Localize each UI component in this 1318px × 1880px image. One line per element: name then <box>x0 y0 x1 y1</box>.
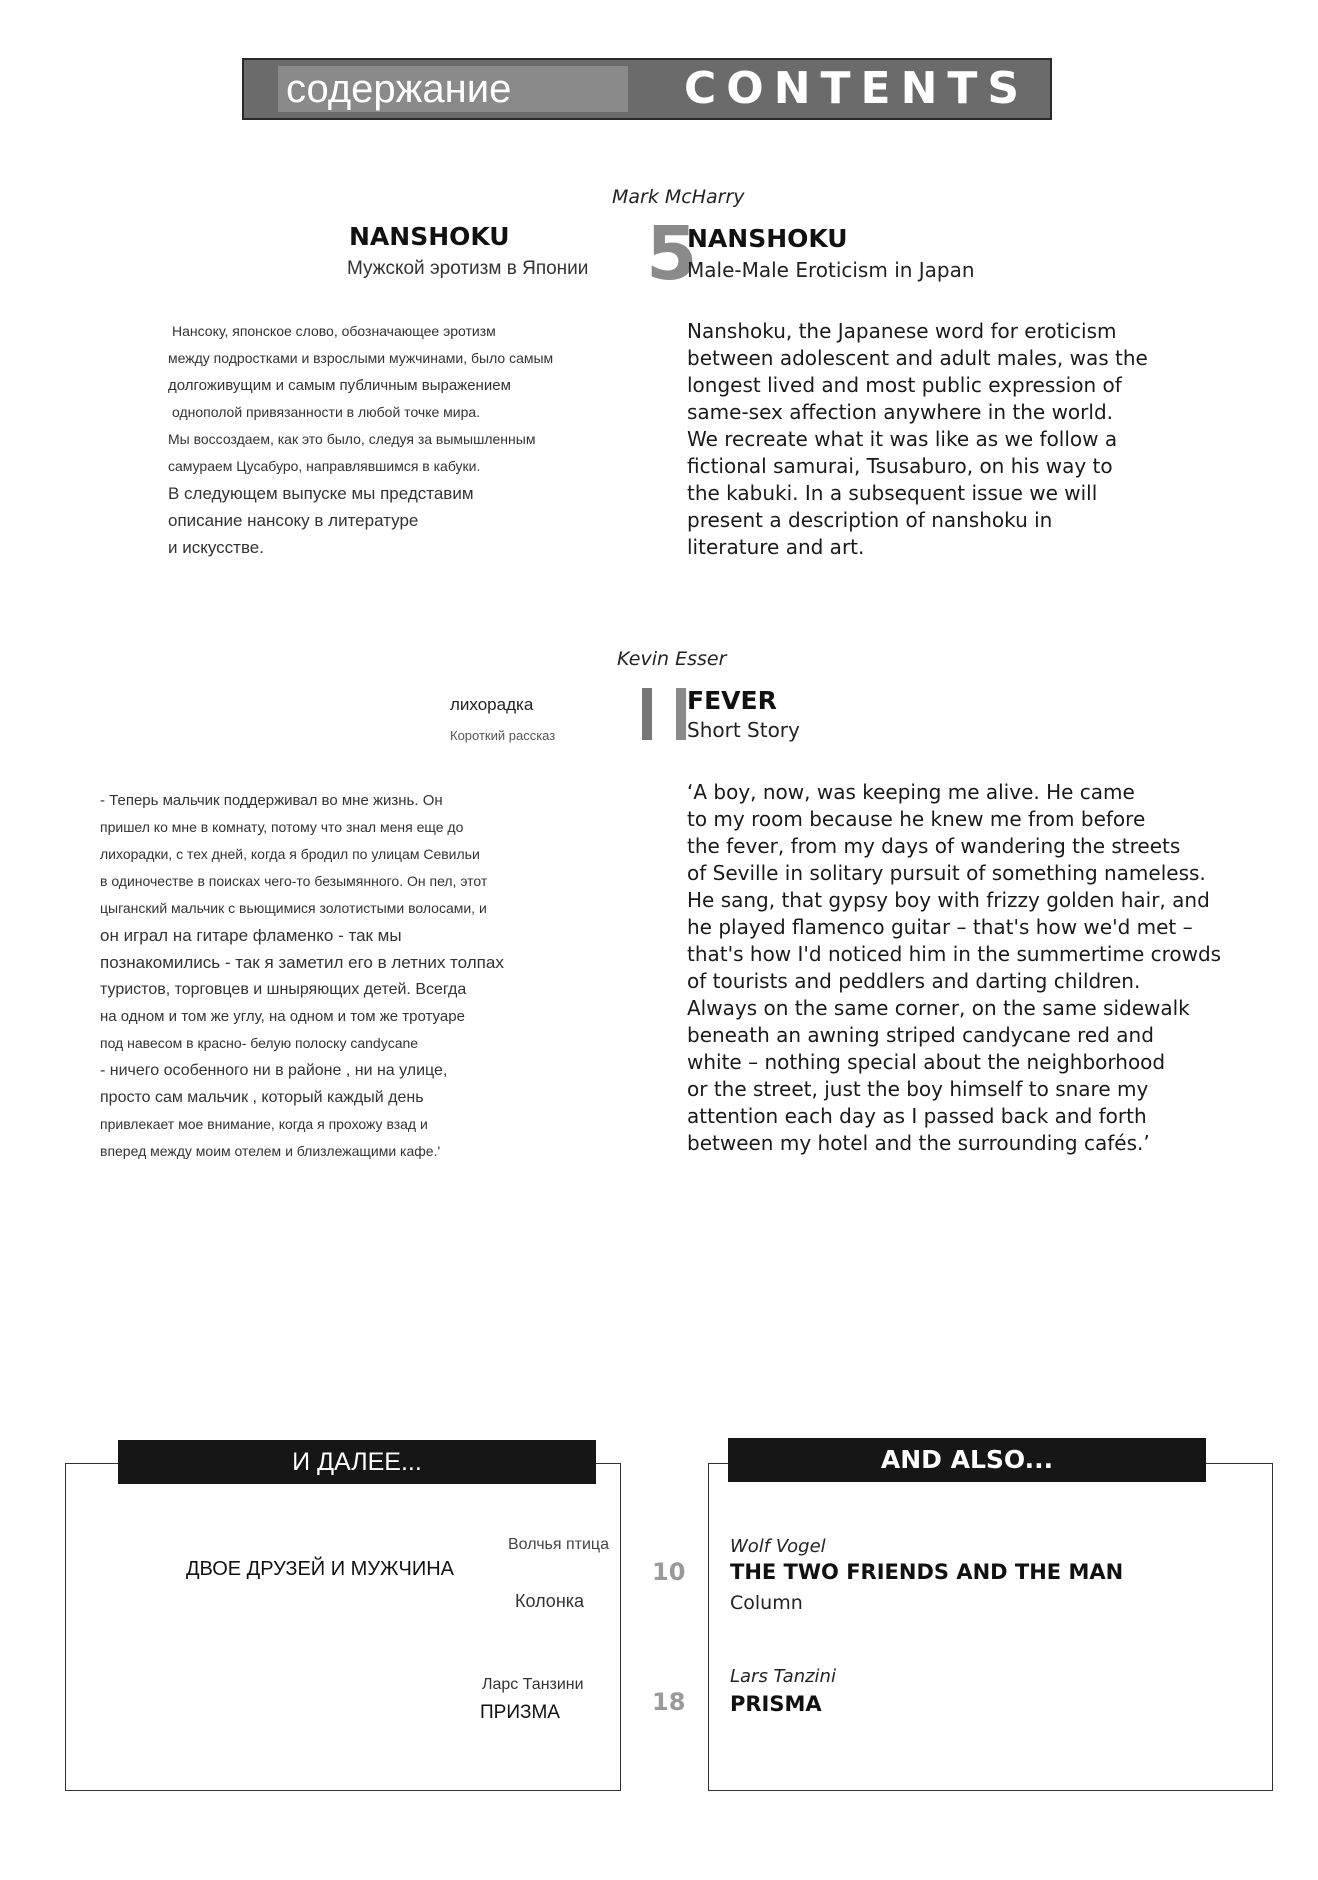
article2-en-line: he played flamenco guitar – that's how we'd met – <box>687 915 1193 939</box>
also-box-en <box>708 1463 1273 1791</box>
article1-ru-line: описание нансоку в литературе <box>168 511 419 530</box>
article1-en-line: fictional samurai, Tsusaburo, on his way to <box>687 454 1113 478</box>
article2-en-line: ‘A boy, now, was keeping me alive. He came <box>687 780 1135 804</box>
article2-ru-line: привлекает мое внимание, когда я прохожу взад и <box>100 1116 428 1132</box>
article1-subtitle-en: Male-Male Eroticism in Japan <box>687 258 975 282</box>
item2-page-number: 18 <box>652 1688 686 1716</box>
item2-title-en: PRISMA <box>730 1692 822 1716</box>
also-heading-ru: И ДАЛЕЕ... <box>118 1440 596 1484</box>
article2-author: Kevin Esser <box>617 648 727 670</box>
article1-en-line: literature and art. <box>687 535 865 559</box>
item1-page-number: 10 <box>652 1558 686 1586</box>
article2-en-line: of tourists and peddlers and darting children. <box>687 969 1141 993</box>
article2-ru-line: пришел ко мне в комнату, потому что знал меня еще до <box>100 819 464 835</box>
article1-title-ru: NANSHOKU <box>349 222 510 251</box>
article2-en-line: between my hotel and the surrounding cafés.’ <box>687 1131 1150 1155</box>
contents-banner <box>242 58 1052 120</box>
article2-body-en <box>687 779 1221 1157</box>
article2-bar-right <box>676 688 686 740</box>
article1-ru-line: Мы воссоздаем, как это было, следуя за вымышленным <box>168 431 536 447</box>
article2-title-ru: лихорадка <box>450 695 534 714</box>
article2-ru-line: - Теперь мальчик поддерживал во мне жизнь. Он <box>100 792 443 809</box>
article1-ru-line: между подростками и взрослыми мужчинами, было самым <box>168 350 554 366</box>
article2-ru-line: лихорадки, с тех дней, когда я бродил по улицам Севильи <box>100 846 480 862</box>
article2-en-line: to my room because he knew me from before <box>687 807 1146 831</box>
article2-body-ru <box>100 787 504 1165</box>
item1-type-ru: Колонка <box>515 1591 585 1611</box>
article1-en-line: longest lived and most public expression of <box>687 373 1122 397</box>
article1-page-number: 5 <box>646 211 698 297</box>
article2-en-line: or the street, just the boy himself to snare my <box>687 1077 1149 1101</box>
article2-ru-line: - ничего особенного ни в районе , ни на улице, <box>100 1062 448 1079</box>
article1-en-line: the kabuki. In a subsequent issue we will <box>687 481 1098 505</box>
item2-author-en: Lars Tanzini <box>730 1666 836 1687</box>
item2-title-ru: ПРИЗМА <box>480 1702 560 1723</box>
banner-title-en: CONTENTS <box>684 63 1030 114</box>
article2-ru-line: на одном и том же углу, на одном и том же тротуаре <box>100 1008 465 1025</box>
article2-ru-line: туристов, торговцев и шныряющих детей. Всегда <box>100 981 467 998</box>
article2-ru-line: просто сам мальчик , который каждый день <box>100 1089 424 1106</box>
article2-subtitle-en: Short Story <box>687 718 800 742</box>
article1-body-en <box>687 318 1148 561</box>
also-heading-en: AND ALSO... <box>728 1438 1206 1482</box>
article1-en-line: present a description of nanshoku in <box>687 508 1053 532</box>
article2-ru-line: он играл на гитаре фламенко - так мы <box>100 926 402 945</box>
article1-author: Mark McHarry <box>612 186 745 208</box>
article1-ru-line: Нансоку, японское слово, обозначающее эротизм <box>172 323 496 339</box>
article2-en-line: Always on the same corner, on the same sidewalk <box>687 996 1190 1020</box>
article1-en-line: between adolescent and adult males, was the <box>687 346 1148 370</box>
article1-ru-line: самураем Цусабуро, направлявшимся в кабуки. <box>168 458 481 474</box>
article2-en-line: that's how I'd noticed him in the summertime crowds <box>687 942 1222 966</box>
article1-en-line: Nanshoku, the Japanese word for eroticism <box>687 319 1117 343</box>
article1-en-line: We recreate what it was like as we follow a <box>687 427 1118 451</box>
article1-ru-line: долгоживущим и самым публичным выражением <box>168 377 511 394</box>
article2-en-line: of Seville in solitary pursuit of something nameless. <box>687 861 1206 885</box>
article2-en-line: white – nothing special about the neighborhood <box>687 1050 1166 1074</box>
item1-type-en: Column <box>730 1592 803 1614</box>
article2-ru-line: под навесом в красно- белую полоску candycane <box>100 1035 419 1051</box>
article1-en-line: same-sex affection anywhere in the world. <box>687 400 1113 424</box>
article1-subtitle-ru: Мужской эротизм в Японии <box>347 258 589 279</box>
banner-title-ru: содержание <box>278 66 628 112</box>
article2-en-line: He sang, that gypsy boy with frizzy golden hair, and <box>687 888 1210 912</box>
article2-ru-line: познакомились - так я заметил его в летних толпах <box>100 953 504 972</box>
article2-ru-line: вперед между моим отелем и близлежащими кафе.' <box>100 1143 441 1159</box>
item1-author-en: Wolf Vogel <box>730 1536 826 1557</box>
article2-en-line: attention each day as I passed back and forth <box>687 1104 1147 1128</box>
item2-author-ru: Ларс Танзини <box>482 1676 584 1693</box>
article1-ru-line: и искусстве. <box>168 538 264 557</box>
article2-en-line: beneath an awning striped candycane red and <box>687 1023 1154 1047</box>
article1-ru-line: В следующем выпуске мы представим <box>168 484 474 503</box>
item1-author-ru: Волчья птица <box>508 1536 609 1553</box>
also-box-ru <box>65 1463 621 1791</box>
article2-bar-left <box>642 688 652 740</box>
article2-en-line: the fever, from my days of wandering the streets <box>687 834 1181 858</box>
article2-ru-line: цыганский мальчик с вьющимися золотистыми волосами, и <box>100 900 487 916</box>
article2-ru-line: в одиночестве в поисках чего-то безымянного. Он пел, этот <box>100 873 488 889</box>
article2-title-en: FEVER <box>687 686 777 715</box>
article1-ru-line: однополой привязанности в любой точке мира. <box>172 404 481 420</box>
article1-body-ru <box>168 318 553 561</box>
article1-title-en: NANSHOKU <box>687 224 848 253</box>
item1-title-en: THE TWO FRIENDS AND THE MAN <box>730 1560 1124 1584</box>
item1-title-ru: ДВОЕ ДРУЗЕЙ И МУЖЧИНА <box>186 1558 454 1580</box>
article2-subtitle-ru: Короткий рассказ <box>450 728 556 743</box>
